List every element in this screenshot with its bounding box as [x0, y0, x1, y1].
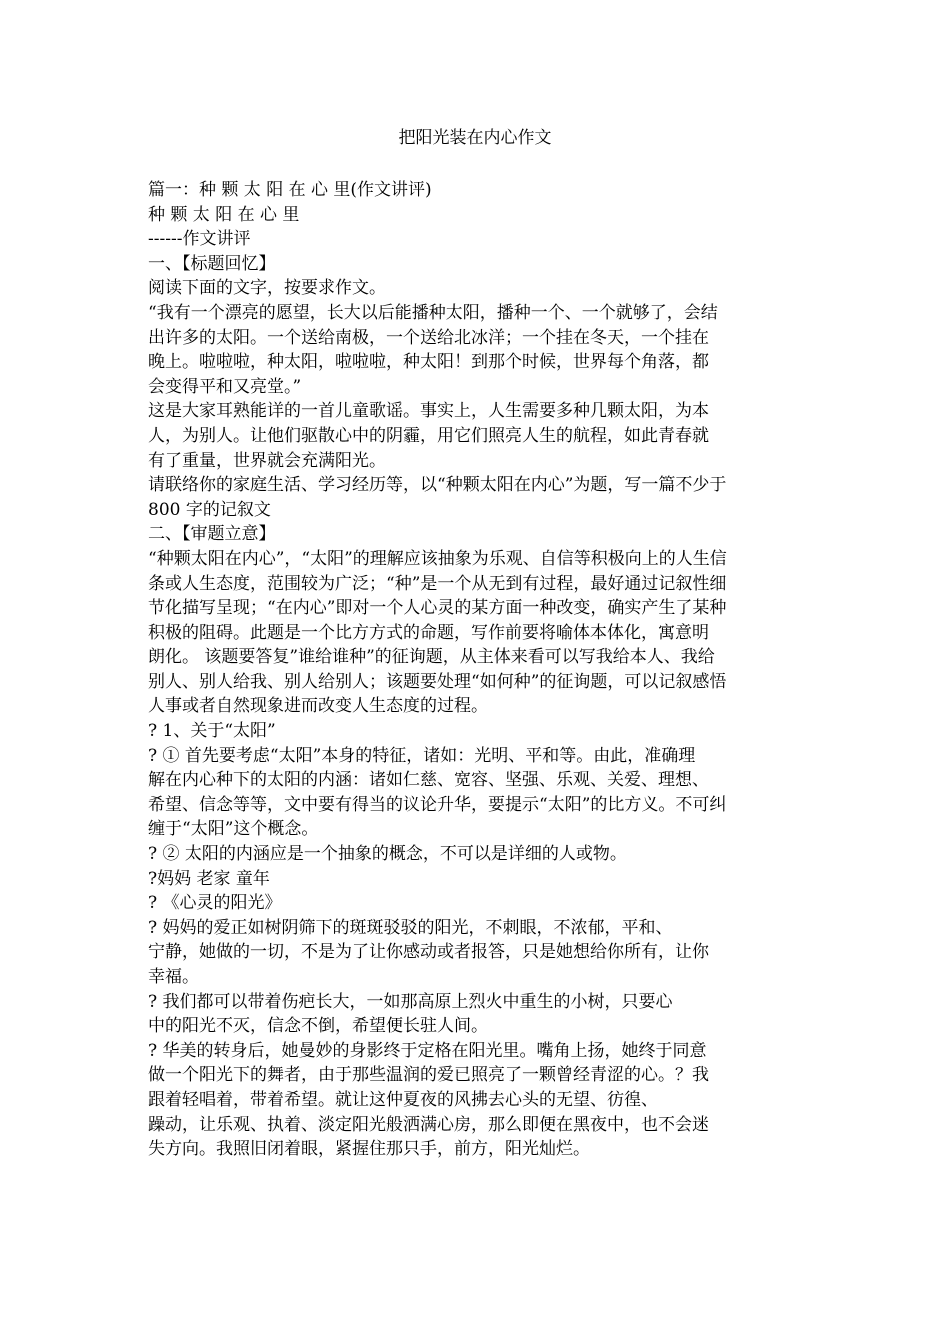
text-line: 出许多的太阳。一个送给南极，一个送给北冰洋；一个挂在冬天，一个挂在 — [148, 327, 709, 348]
text-line: 阅读下面的文字，按要求作文。 — [148, 278, 386, 299]
text-line: “种颗太阳在内心”，“太阳”的理解应该抽象为乐观、自信等积极向上的人生信 — [148, 548, 727, 569]
text-line: 种 颗 太 阳 在 心 里 — [148, 204, 300, 225]
text-line: ? 《心灵的阳光》 — [148, 893, 282, 914]
text-line: 缠于“太阳”这个概念。 — [148, 819, 319, 840]
text-line: ? 1、关于“太阳” — [148, 721, 276, 742]
text-line: 躁动，让乐观、执着、淡定阳光般洒满心房，那么即便在黑夜中，也不会迷 — [148, 1114, 709, 1135]
text-line: 有了重量，世界就会充满阳光。 — [148, 450, 386, 471]
text-line: ? 我们都可以带着伤疤长大，一如那高原上烈火中重生的小树，只要心 — [148, 991, 673, 1012]
text-line: ?妈妈 老家 童年 — [148, 868, 270, 889]
text-line: 别人、别人给我、别人给别人；该题要处理“如何种”的征询题，可以记叙感悟 — [148, 671, 727, 692]
text-line: 晚上。啦啦啦，种太阳，啦啦啦，种太阳！到那个时候，世界每个角落，都 — [148, 352, 709, 373]
text-line: 人事或者自然现象进而改变人生态度的过程。 — [148, 696, 488, 717]
text-line: 篇一：种 颗 太 阳 在 心 里(作文讲评) — [148, 180, 432, 200]
text-line: 中的阳光不灭，信念不倒，希望便长驻人间。 — [148, 1016, 488, 1037]
text-line: 希望、信念等等，文中要有得当的议论升华，要提示“太阳”的比方义。不可纠 — [148, 794, 727, 815]
text-line: 解在内心种下的太阳的内涵：诸如仁慈、宽容、坚强、乐观、关爱、理想、 — [148, 770, 709, 791]
text-line: 积极的阻碍。此题是一个比方方式的命题，写作前要将喻体本体化，寓意明 — [148, 622, 709, 643]
text-line: ? 妈妈的爱正如树阴筛下的斑斑驳驳的阳光，不刺眼，不浓郁，平和、 — [148, 917, 673, 938]
document-body — [148, 178, 808, 1162]
text-line: 一、【标题回忆】 — [148, 253, 276, 274]
text-line: ? 华美的转身后，她曼妙的身影终于定格在阳光里。嘴角上扬，她终于同意 — [148, 1040, 707, 1061]
text-line: 失方向。我照旧闭着眼，紧握住那只手，前方，阳光灿烂。 — [148, 1139, 590, 1160]
text-line: ? ① 首先要考虑“太阳”本身的特征，诸如：光明、平和等。由此，准确理 — [148, 745, 696, 766]
document-title: 把阳光装在内心作文 — [398, 128, 552, 148]
text-line: ? ② 太阳的内涵应是一个抽象的概念，不可以是详细的人或物。 — [148, 844, 627, 865]
text-line: 会变得平和又亮堂。” — [148, 376, 302, 397]
text-line: 幸福。 — [148, 967, 199, 987]
text-line: 请联络你的家庭生活、学习经历等，以“种颗太阳在内心”为题，写一篇不少于 — [148, 475, 727, 496]
text-line: 跟着轻唱着，带着希望。就让这仲夏夜的风拂去心头的无望、彷徨、 — [148, 1089, 658, 1110]
text-line: 这是大家耳熟能详的一首儿童歌谣。事实上，人生需要多种几颗太阳，为本 — [148, 401, 709, 422]
text-line: ------作文讲评 — [148, 229, 251, 250]
text-line: 节化描写呈现；“在内心”即对一个人心灵的某方面一种改变，确实产生了某种 — [148, 598, 727, 619]
text-line: 宁静，她做的一切，不是为了让你感动或者报答，只是她想给你所有，让你 — [148, 942, 709, 963]
text-line: 人，为别人。让他们驱散心中的阴霾，用它们照亮人生的航程，如此青春就 — [148, 425, 709, 446]
text-line: 做一个阳光下的舞者，由于那些温润的爱已照亮了一颗曾经青涩的心。？我 — [148, 1065, 709, 1086]
text-line: “我有一个漂亮的愿望，长大以后能播种太阳，播种一个、一个就够了，会结 — [148, 302, 718, 323]
text-line: 二、【审题立意】 — [148, 524, 276, 545]
text-line: 800 字的记叙文 — [148, 499, 271, 520]
text-line: 朗化。 该题要答复”谁给谁种”的征询题，从主体来看可以写我给本人、我给 — [148, 647, 715, 668]
text-line: 条或人生态度，范围较为广泛；“种”是一个从无到有过程，最好通过记叙性细 — [148, 573, 727, 594]
